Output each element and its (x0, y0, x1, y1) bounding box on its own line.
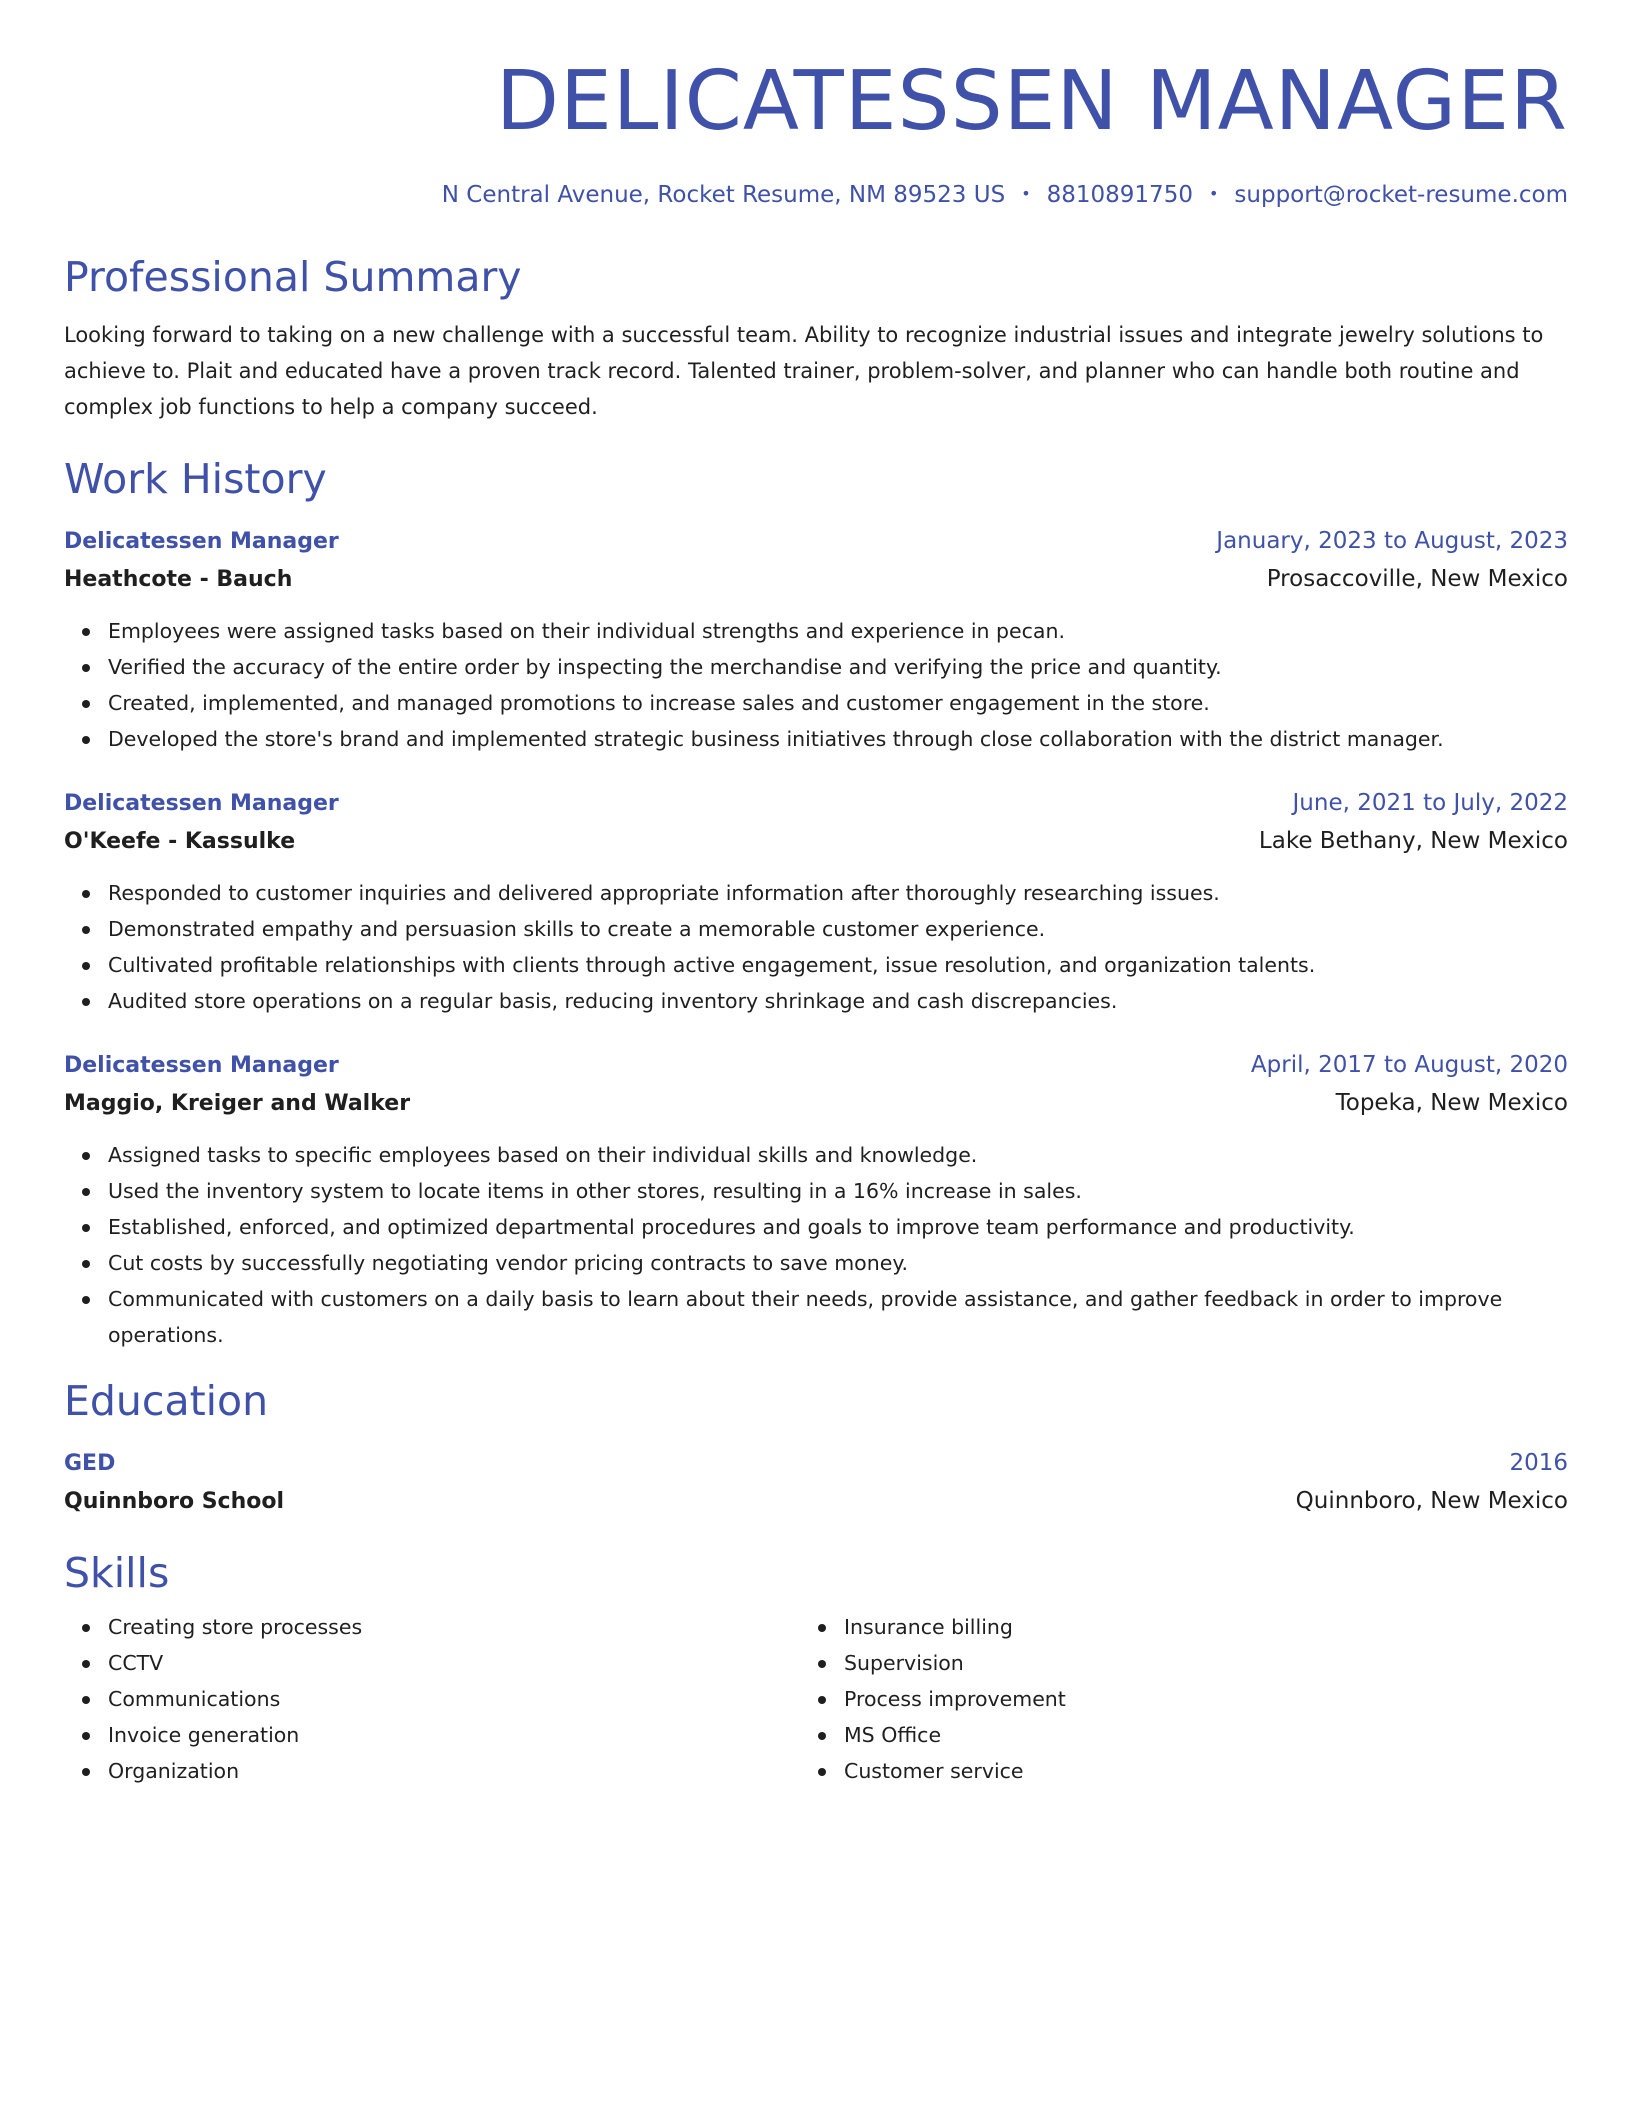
education-degree: GED (64, 1451, 116, 1476)
job-company-row (64, 822, 1568, 861)
job-bullet: Audited store operations on a regular basis, reducing inventory shrinkage and cash discrepancies. (108, 983, 1568, 1019)
section-title-work-history: Work History (64, 455, 327, 503)
education-school: Quinnboro School (64, 1489, 285, 1514)
contact-separator: • (1208, 184, 1219, 203)
skill-item: Organization (108, 1753, 800, 1789)
skill-item: Invoice generation (108, 1717, 800, 1753)
job-bullets (64, 1137, 1568, 1353)
skill-item: Process improvement (844, 1681, 1536, 1717)
job-title: Delicatessen Manager (64, 791, 339, 816)
skill-item: MS Office (844, 1717, 1536, 1753)
job-header-row (64, 523, 1568, 560)
resume-name: DELICATESSEN MANAGER (495, 54, 1568, 149)
job-bullet: Created, implemented, and managed promotions to increase sales and customer engagement in the store. (108, 685, 1568, 721)
job-location: Lake Bethany, New Mexico (1258, 828, 1568, 854)
job-location: Prosaccoville, New Mexico (1266, 566, 1568, 592)
job-bullet: Assigned tasks to specific employees based on their individual skills and knowledge. (108, 1137, 1568, 1173)
job-bullet: Established, enforced, and optimized departmental procedures and goals to improve team performance and productivity. (108, 1209, 1568, 1245)
education-location: Quinnboro, New Mexico (1295, 1488, 1568, 1514)
job-company: O'Keefe - Kassulke (64, 829, 296, 854)
skill-item: Creating store processes (108, 1609, 800, 1645)
job-bullet: Cut costs by successfully negotiating vendor pricing contracts to save money. (108, 1245, 1568, 1281)
skills-list (800, 1609, 1536, 1789)
skill-item: Insurance billing (844, 1609, 1536, 1645)
section-title-summary: Professional Summary (64, 253, 522, 301)
job-entry (64, 523, 1568, 757)
job-entry (64, 1047, 1568, 1353)
contact-phone: 8810891750 (1046, 182, 1193, 208)
job-bullets (64, 613, 1568, 757)
education-entry (64, 1445, 1568, 1521)
job-dates: June, 2021 to July, 2022 (1292, 790, 1568, 816)
job-header-row (64, 785, 1568, 822)
skills-list (64, 1609, 800, 1789)
job-bullet: Employees were assigned tasks based on their individual strengths and experience in pecan. (108, 613, 1568, 649)
job-dates: April, 2017 to August, 2020 (1250, 1052, 1568, 1078)
skill-item: Supervision (844, 1645, 1536, 1681)
contact-email[interactable]: support@rocket-resume.com (1234, 182, 1568, 208)
job-title: Delicatessen Manager (64, 1053, 339, 1078)
contact-line (64, 178, 1568, 211)
job-company: Heathcote - Bauch (64, 567, 293, 592)
education-header-row (64, 1445, 1568, 1482)
job-location: Topeka, New Mexico (1335, 1090, 1568, 1116)
skill-item: Customer service (844, 1753, 1536, 1789)
job-bullets (64, 875, 1568, 1019)
skills-column-left (64, 1609, 800, 1789)
job-bullet: Used the inventory system to locate items in other stores, resulting in a 16% increase in sales. (108, 1173, 1568, 1209)
job-company: Maggio, Kreiger and Walker (64, 1091, 411, 1116)
job-dates: January, 2023 to August, 2023 (1216, 528, 1568, 554)
skills-columns (64, 1609, 1568, 1789)
summary-text: Looking forward to taking on a new challenge with a successful team. Ability to recognize industrial issues and integrate jewelry solutions to achieve to. Plait and educated have a proven track record. Talented trainer, problem-solver, and planner who can handle both routine and complex job functions to help a company succeed. (64, 323, 1544, 419)
job-bullet: Communicated with customers on a daily basis to learn about their needs, provide assistance, and gather feedback in order to improve operations. (108, 1281, 1568, 1353)
job-company-row (64, 1084, 1568, 1123)
job-company-row (64, 560, 1568, 599)
contact-address: N Central Avenue, Rocket Resume, NM 89523 US (441, 182, 1006, 208)
contact-separator: • (1021, 184, 1031, 203)
job-bullet: Verified the accuracy of the entire order by inspecting the merchandise and verifying the price and quantity. (108, 649, 1568, 685)
job-entry (64, 785, 1568, 1019)
job-bullet: Cultivated profitable relationships with clients through active engagement, issue resolution, and organization talents. (108, 947, 1568, 983)
education-school-row (64, 1482, 1568, 1521)
education-year: 2016 (1509, 1450, 1568, 1476)
skills-column-right (800, 1609, 1536, 1789)
section-title-skills: Skills (64, 1549, 170, 1597)
job-header-row (64, 1047, 1568, 1084)
job-bullet: Demonstrated empathy and persuasion skills to create a memorable customer experience. (108, 911, 1568, 947)
job-bullet: Developed the store's brand and implemented strategic business initiatives through close collaboration with the district manager. (108, 721, 1568, 757)
job-bullet: Responded to customer inquiries and delivered appropriate information after thoroughly researching issues. (108, 875, 1568, 911)
job-title: Delicatessen Manager (64, 529, 339, 554)
skill-item: Communications (108, 1681, 800, 1717)
skill-item: CCTV (108, 1645, 800, 1681)
section-title-education: Education (64, 1377, 269, 1425)
